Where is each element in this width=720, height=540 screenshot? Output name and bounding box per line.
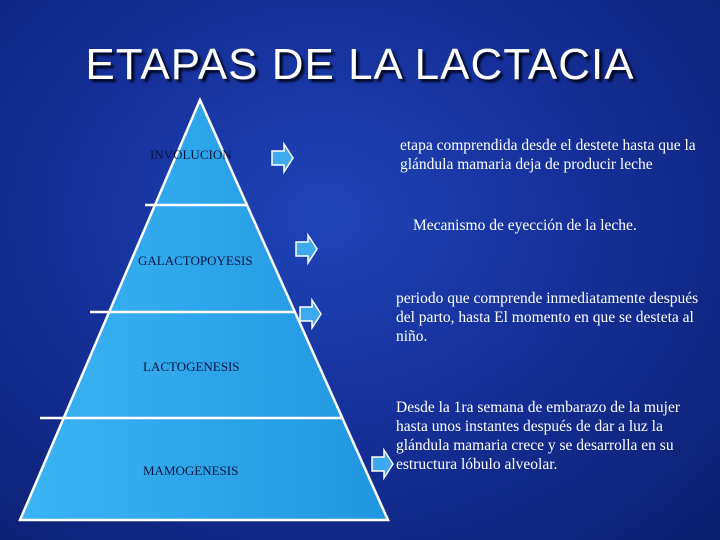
description-mamogenesis: Desde la 1ra semana de embarazo de la mujer hasta unos instantes después de dar a luz la glándula mamaria crece y se desarrolla en su estructura lóbulo alveolar. — [396, 399, 681, 473]
arrow-icon — [272, 144, 293, 172]
description-lactogenesis: periodo que comprende inmediatamente después del parto, hasta El momento en que se desteta al niño. — [396, 290, 699, 345]
slide-title: ETAPAS DE LA LACTACIA — [85, 40, 635, 89]
pyramid-shape — [20, 100, 388, 520]
arrow-icon — [300, 300, 321, 328]
pyramid-level-mamogenesis: MAMOGENESIS — [143, 463, 239, 478]
arrow-icon — [372, 450, 393, 478]
pyramid-level-involucion: INVOLUCION — [150, 147, 232, 162]
arrow-icon — [296, 235, 317, 263]
description-galactopoyesis: Mecanismo de eyección de la leche. — [413, 217, 637, 234]
pyramid-level-galactopoyesis: GALACTOPOYESIS — [138, 253, 253, 268]
pyramid-level-lactogenesis: LACTOGENESIS — [143, 359, 240, 374]
description-involucion: etapa comprendida desde el destete hasta que la glándula mamaria deja de producir leche — [400, 137, 696, 173]
